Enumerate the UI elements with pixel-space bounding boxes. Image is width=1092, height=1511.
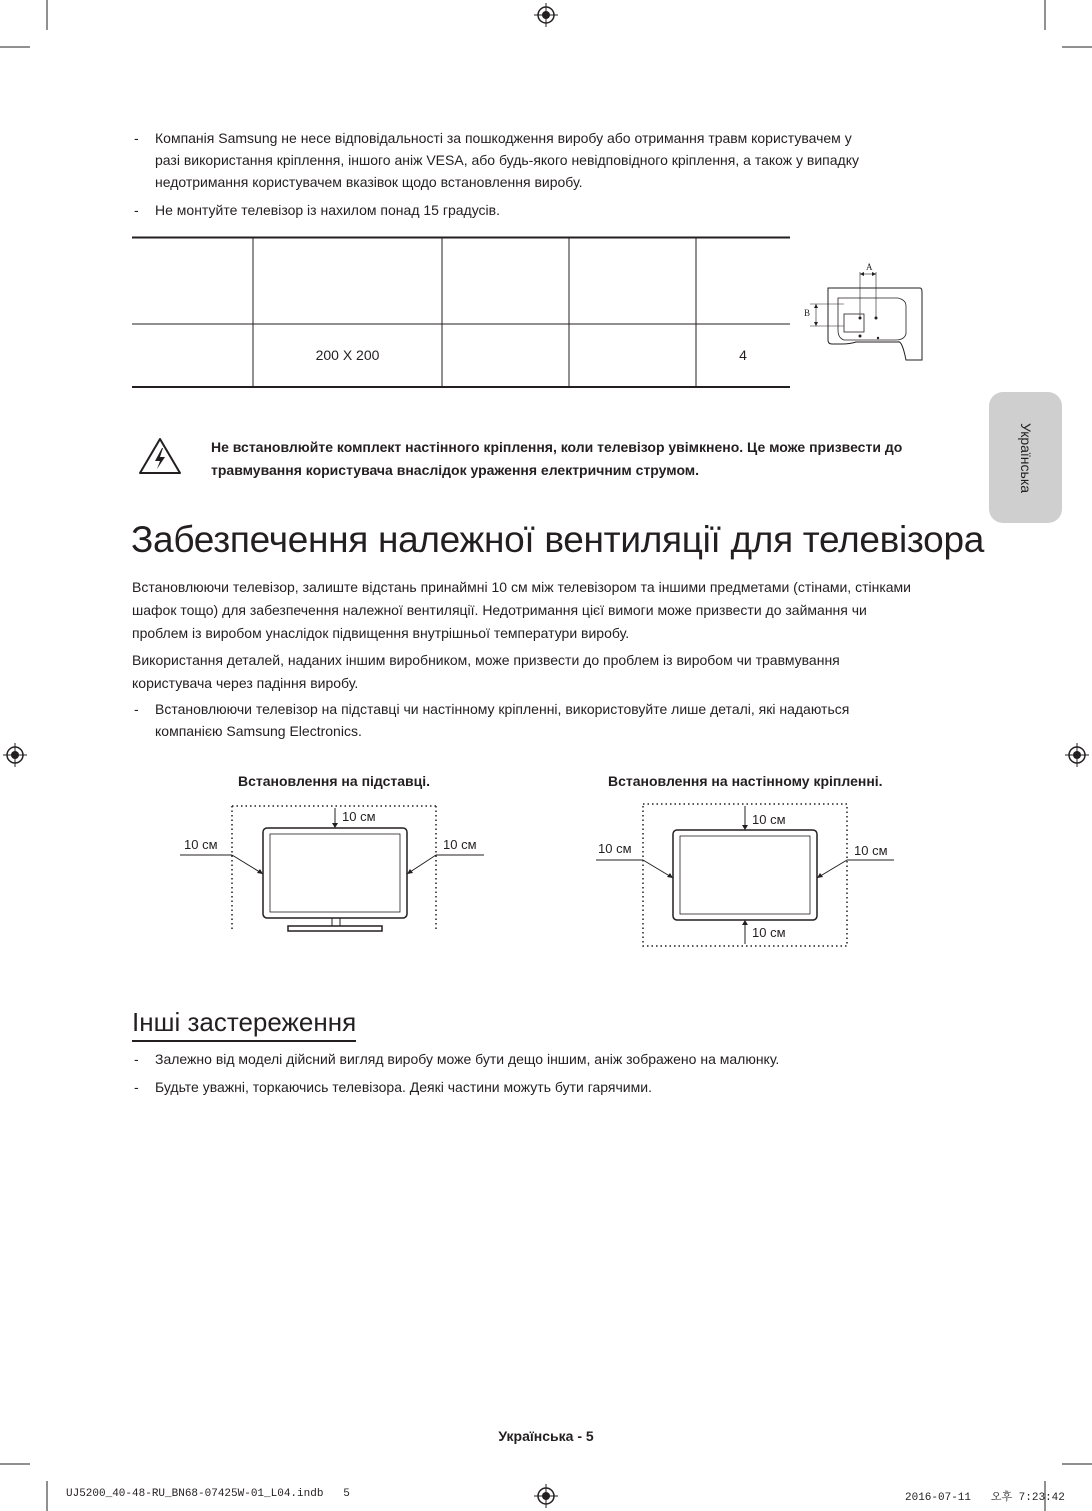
diagram-label-a: A [866, 262, 873, 272]
vesa-table [132, 236, 792, 391]
wall-label-right: 10 см [854, 843, 888, 858]
wall-label-left: 10 см [598, 841, 632, 856]
registration-mark-bottom [534, 1484, 558, 1508]
ventilation-heading: Забезпечення належної вентиляції для телевізора [131, 519, 984, 560]
ventilation-bullet-text: Встановлюючи телевізор на підставці чи настінному кріпленні, використовуйте лише деталі, які надаються компанією Samsung Electronics. [155, 701, 850, 739]
wall-label-top: 10 см [752, 812, 786, 827]
stand-caption: Встановлення на підставці. [238, 773, 431, 789]
language-side-tab [989, 392, 1062, 523]
registration-mark-right [1065, 743, 1089, 767]
vesa-cell-quantity: 4 [739, 347, 747, 363]
intro-bullet-text: Компанія Samsung не несе відповідальності за пошкодження виробу або отримання травм користувачем у разі використання кріплення, іншого аніж VESA, або будь-якого невідповідного кріплення, а також у випадку недотримання користувачем вказівок щодо встановлення виробу. [155, 130, 859, 190]
stand-ventilation-diagram [180, 800, 500, 940]
intro-bullet-text: Не монтуйте телевізор із нахилом понад 15 градусів. [155, 202, 500, 218]
electric-shock-warning-icon [138, 436, 182, 476]
intro-bullet [134, 127, 934, 193]
ventilation-bullet [134, 698, 934, 742]
other-bullet-text: Залежно від моделі дійсний вигляд виробу може бути дещо іншим, аніж зображено на малюнку. [155, 1051, 780, 1067]
registration-mark-left [3, 743, 27, 767]
page-number: Українська - 5 [498, 1428, 594, 1444]
other-precautions-heading: Інші застереження [132, 1005, 356, 1042]
stand-label-right: 10 см [443, 837, 477, 852]
registration-mark-top [534, 3, 558, 27]
wall-caption: Встановлення на настінному кріпленні. [608, 773, 883, 789]
bullet-dash: - [134, 701, 139, 717]
ventilation-paragraph: Використання деталей, наданих іншим виробником, може призвести до проблем із виробом чи травмування користувача через падіння виробу. [132, 652, 840, 691]
bullet-dash: - [134, 202, 139, 218]
other-bullet [134, 1076, 934, 1098]
other-bullet [134, 1048, 934, 1070]
stand-label-left: 10 см [184, 837, 218, 852]
bullet-dash: - [134, 1079, 139, 1095]
stand-label-top: 10 см [342, 809, 376, 824]
intro-bullet [134, 199, 934, 221]
wall-ventilation-diagram [596, 802, 896, 952]
print-timestamp: 2016-07-11 오후 7:23:42 [905, 1492, 1065, 1504]
print-file-name: UJ5200_40-48-RU_BN68-07425W-01_L04.indb 5 [66, 1488, 350, 1500]
bullet-dash: - [134, 1051, 139, 1067]
bullet-dash: - [134, 130, 139, 146]
language-side-tab-label: Українська [1017, 422, 1034, 493]
warning-text: Не встановлюйте комплект настінного кріплення, коли телевізор увімкнено. Це може призвести до травмування користувача внаслідок ураження електричним струмом. [211, 439, 903, 478]
ventilation-paragraph: Встановлюючи телевізор, залиште відстань принаймні 10 см між телевізором та іншими предметами (стінами, стінками шафок тощо) для забезпечення належної вентиляції. Недотримання цієї вимоги може призвести до займання чи проблем із виробом унаслідок підвищення внутрішньої температури виробу. [132, 579, 912, 641]
wall-label-bottom: 10 см [752, 925, 786, 940]
other-bullet-text: Будьте уважні, торкаючись телевізора. Деякі частини можуть бути гарячими. [155, 1079, 652, 1095]
vesa-mount-diagram [798, 260, 938, 370]
vesa-cell-size: 200 X 200 [315, 347, 380, 363]
diagram-label-b: B [804, 308, 811, 318]
